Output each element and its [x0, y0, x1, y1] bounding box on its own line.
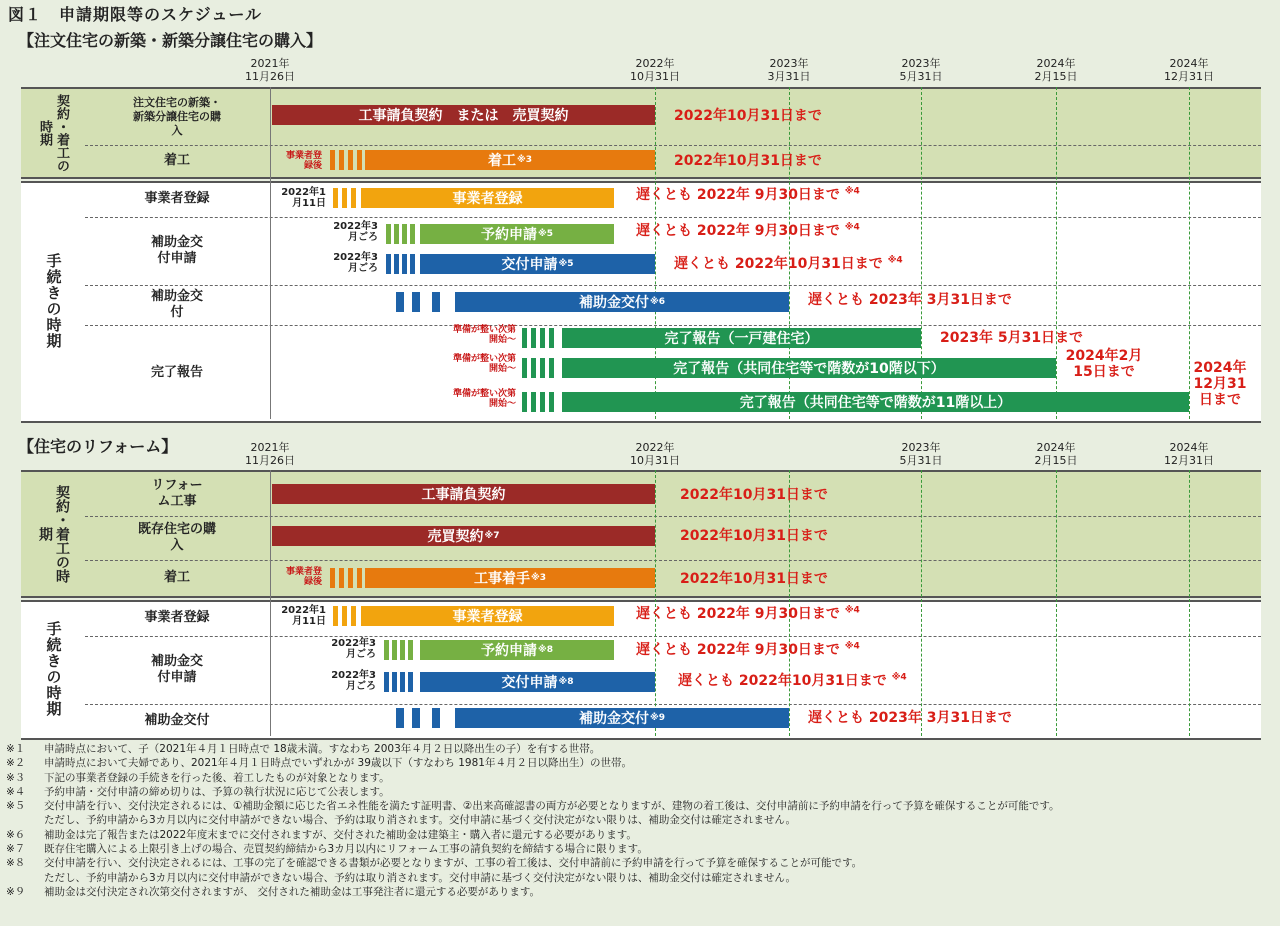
deadline-business-registration-note-mark: ※4	[844, 186, 860, 197]
footnote	[6, 785, 1274, 799]
footnote	[6, 799, 1274, 813]
date-header-d4	[881, 441, 961, 467]
bar-contract-or-sale-label: 工事請負契約 または 売買契約	[358, 108, 569, 124]
footnote	[6, 742, 1274, 756]
date-header-d1	[230, 441, 310, 467]
bar-subsidy-payment: 補助金交付 ※6	[455, 292, 789, 312]
stripes-application	[386, 254, 418, 274]
pre-label-report-1: 準備が整い次第開始～	[452, 325, 516, 345]
gridline-s2-d1	[270, 470, 271, 736]
footnote-text: 下記の事業者登録の手続きを行った後、着工したものが対象となります。	[44, 771, 390, 784]
deadline-reservation-text: 遅くとも 2022年 9月30日まで	[636, 223, 840, 239]
bar-grant-application-label: 交付申請	[501, 257, 558, 273]
footnote	[6, 813, 1274, 827]
gridline-s1-d5	[1056, 87, 1057, 419]
footnote	[6, 856, 1274, 870]
date-day: 12月31日	[1164, 454, 1214, 467]
gridline-s2-d4	[921, 470, 922, 736]
pre-label-registration-start: 2022年1月11日	[281, 187, 326, 209]
pre-label-reservation-start: 2022年3月ごろ	[333, 221, 378, 243]
footnote-text: 補助金は完了報告または2022年度末までに交付されますが、交付された補助金は建築主・購入者に還元する必要があります。	[44, 828, 637, 841]
stripes-application-reform	[384, 672, 416, 692]
deadline-registration-reform	[636, 606, 860, 622]
footnote-mark: ※１	[6, 743, 26, 755]
bar-purchase-contract: 売買契約 ※7	[272, 526, 655, 546]
group-contract-period-reform	[21, 472, 85, 596]
stripes-reservation-reform	[384, 640, 416, 660]
bar-application-reform-label: 交付申請	[501, 675, 558, 691]
footnote-mark: ※９	[6, 885, 26, 898]
bar-contract-or-sale	[272, 105, 655, 125]
deadline-application-reform	[678, 673, 907, 689]
date-year: 2022年	[635, 57, 675, 70]
footnote-text: ただし、予約申請から3カ月以内に交付申請ができない場合、予約は取り消されます。交付申請に基づく交付決定がない限りは、補助金交付は確定されません。	[44, 871, 796, 884]
date-day: 3月31日	[767, 70, 811, 83]
deadline-reform-contract	[680, 487, 828, 503]
bar-report-11floors	[562, 392, 1189, 412]
schedule-table-reform	[21, 470, 1261, 740]
footnote-mark: ※５	[6, 800, 26, 813]
group-contract-label-reform: 契約・着工の時期	[37, 485, 70, 583]
stripes-registration-reform	[333, 606, 360, 626]
footnote	[6, 828, 1274, 842]
stripes-construction-reform	[330, 568, 366, 588]
bar-reservation-application-label: 予約申請	[480, 227, 537, 243]
footnote	[6, 842, 1274, 856]
bar-reform-contract-label: 工事請負契約	[421, 487, 506, 503]
deadline-grant-application	[674, 256, 903, 272]
bar-construction-reform: 工事着手 ※3	[365, 568, 655, 588]
deadline-reservation-note-mark: ※4	[844, 222, 860, 233]
date-day: 2月15日	[1034, 454, 1078, 467]
stripes-business-registration	[333, 188, 360, 208]
group-contract-label: 契約・着工の時期	[37, 94, 69, 172]
section2-title: 【住宅のリフォーム】	[18, 437, 178, 456]
date-day: 2月15日	[1034, 70, 1078, 83]
group-procedure-label: 手続きの時期	[44, 253, 63, 349]
footnote	[6, 871, 1274, 885]
footnote-mark: ※７	[6, 843, 26, 856]
bar-report-11floors-label: 完了報告（共同住宅等で階数が11階以上）	[739, 395, 1012, 411]
stripes-report-1	[522, 328, 558, 348]
date-day: 5月31日	[899, 454, 943, 467]
date-header-d5	[1016, 57, 1096, 83]
group-procedure-label-reform: 手続きの時期	[44, 621, 63, 717]
deadline-report-10floors-text: 2024年2月15日まで	[1065, 348, 1143, 380]
pre-label-registration-reform: 2022年1月11日	[281, 605, 326, 627]
footnote-text: 交付申請を行い、交付決定されるには、工事の完了を確認できる書類が必要となりますが、工事の着工後は、交付申請前に予約申請を行って予算を確保することが可能です。	[44, 857, 863, 870]
stripes-start-construction	[330, 150, 366, 170]
date-header-d2	[615, 441, 695, 467]
deadline-application-reform-text: 遅くとも 2022年10月31日まで	[678, 673, 887, 689]
deadline-payment-reform	[808, 710, 1012, 726]
date-year: 2023年	[901, 441, 941, 454]
date-day: 11月26日	[245, 454, 295, 467]
deadline-registration-reform-text: 遅くとも 2022年 9月30日まで	[636, 606, 840, 622]
bar-reservation-reform: 予約申請 ※8	[420, 640, 614, 660]
date-header-d5	[1016, 441, 1096, 467]
bar-registration-reform-label: 事業者登録	[452, 609, 523, 625]
date-header-d1	[230, 57, 310, 83]
bar-subsidy-payment-label: 補助金交付	[578, 295, 649, 311]
date-day: 10月31日	[630, 70, 680, 83]
date-day: 11月26日	[245, 70, 295, 83]
row-label-completion-report: 完了報告	[150, 365, 203, 380]
date-year: 2021年	[250, 441, 290, 454]
footnote-text: ただし、予約申請から3カ月以内に交付申請ができない場合、予約は取り消されます。交付申請に基づく交付決定がない限りは、補助金交付は確定されません。	[44, 814, 796, 827]
deadline-report-detached-text: 2023年 5月31日まで	[940, 330, 1084, 346]
bar-start-construction: 着工 ※3	[365, 150, 655, 170]
row-label-business-registration: 事業者登録	[144, 191, 210, 206]
bar-reform-contract	[272, 484, 655, 504]
deadline-contract	[674, 108, 822, 124]
deadline-start-construction	[674, 153, 822, 169]
date-day: 5月31日	[899, 70, 943, 83]
date-year: 2021年	[250, 57, 290, 70]
pre-label-report-2: 準備が整い次第開始～	[452, 354, 516, 374]
group-procedure-period	[21, 181, 85, 421]
row-label-business-registration-reform: 事業者登録	[144, 610, 210, 625]
deadline-payment-reform-text: 遅くとも 2023年 3月31日まで	[808, 710, 1012, 726]
footnote-text: 申請時点において、子（2021年４月１日時点で 18歳未満。すなわち 2003年４月２日以降出生の子）を有する世帯。	[44, 743, 601, 755]
deadline-construction-reform-text: 2022年10月31日まで	[680, 571, 828, 587]
pre-label-application-reform: 2022年3月ごろ	[331, 670, 376, 692]
stripes-reservation	[386, 224, 418, 244]
gridline-s2-d2	[655, 470, 656, 736]
footnote	[6, 885, 1274, 899]
date-year: 2024年	[1036, 441, 1076, 454]
bar-reservation-application: 予約申請 ※5	[420, 224, 614, 244]
bar-payment-reform-label: 補助金交付	[578, 711, 649, 727]
bar-report-10floors-label: 完了報告（共同住宅等で階数が10階以下）	[673, 361, 945, 377]
deadline-start-construction-text: 2022年10月31日まで	[674, 153, 822, 169]
date-year: 2023年	[901, 57, 941, 70]
row-label-existing-purchase: 既存住宅の購入	[137, 522, 216, 553]
bar-purchase-contract-label: 売買契約	[427, 529, 484, 545]
deadline-grant-application-text: 遅くとも 2022年10月31日まで	[674, 256, 883, 272]
footnote	[6, 756, 1274, 770]
gridline-s1-d1	[270, 87, 271, 419]
blocks-subsidy-payment	[396, 292, 446, 312]
bar-construction-reform-label: 工事着手	[473, 571, 530, 587]
blocks-payment-reform	[396, 708, 446, 728]
deadline-report-10floors	[1064, 348, 1144, 380]
bar-report-detached	[562, 328, 921, 348]
footnote-mark: ※３	[6, 771, 26, 784]
deadline-business-registration	[636, 187, 860, 203]
deadline-application-reform-note-mark: ※4	[891, 672, 907, 683]
bar-report-10floors	[562, 358, 1056, 378]
deadline-report-11floors-text: 2024年12月31日まで	[1193, 360, 1247, 408]
deadline-business-registration-text: 遅くとも 2022年 9月30日まで	[636, 187, 840, 203]
deadline-purchase-contract	[680, 528, 828, 544]
footnote-mark: ※２	[6, 757, 26, 770]
bar-report-detached-label: 完了報告（一戸建住宅）	[664, 331, 819, 347]
row-label-start-construction: 着工	[163, 153, 190, 168]
pre-label-after-registration-reform: 事業者登録後	[285, 567, 322, 587]
deadline-reservation-reform	[636, 642, 860, 658]
deadline-registration-reform-note-mark: ※4	[844, 605, 860, 616]
row-label-subsidy-application: 補助金交付申請	[150, 235, 203, 266]
stripes-report-3	[522, 392, 558, 412]
date-header-d6	[1149, 441, 1229, 467]
date-year: 2022年	[635, 441, 675, 454]
gridline-s2-d3	[789, 470, 790, 736]
pre-label-after-registration: 事業者登録後	[285, 151, 322, 171]
deadline-purchase-contract-text: 2022年10月31日まで	[680, 528, 828, 544]
figure-title: 図１ 申請期限等のスケジュール	[8, 5, 263, 24]
footnote-mark: ※６	[6, 828, 26, 841]
date-day: 10月31日	[630, 454, 680, 467]
deadline-contract-text: 2022年10月31日まで	[674, 108, 822, 124]
deadline-subsidy-payment-text: 遅くとも 2023年 3月31日まで	[808, 292, 1012, 308]
bar-business-registration	[361, 188, 614, 208]
pre-label-report-3: 準備が整い次第開始～	[452, 389, 516, 409]
bar-grant-application: 交付申請 ※5	[420, 254, 655, 274]
date-year: 2023年	[769, 57, 809, 70]
deadline-construction-reform	[680, 571, 828, 587]
deadline-reservation	[636, 223, 860, 239]
footnotes	[6, 742, 1274, 899]
footnote-text: 予約申請・交付申請の締め切りは、予算の執行状況に応じて公表します。	[44, 785, 390, 798]
date-year: 2024年	[1169, 441, 1209, 454]
row-label-subsidy-payment-reform: 補助金交付	[144, 713, 210, 728]
date-header-d4	[881, 57, 961, 83]
row-label-start-construction-reform: 着工	[163, 570, 190, 585]
date-year: 2024年	[1169, 57, 1209, 70]
group-procedure-period-reform	[21, 600, 85, 738]
bar-payment-reform: 補助金交付 ※9	[455, 708, 789, 728]
date-year: 2024年	[1036, 57, 1076, 70]
group-contract-period	[21, 89, 85, 177]
footnote-mark: ※４	[6, 785, 26, 798]
gridline-s2-d6	[1189, 470, 1190, 736]
bar-registration-reform	[361, 606, 614, 626]
date-day: 12月31日	[1164, 70, 1214, 83]
deadline-report-11floors	[1190, 360, 1250, 408]
date-header-d2	[615, 57, 695, 83]
deadline-subsidy-payment	[808, 292, 1012, 308]
bar-business-registration-label: 事業者登録	[452, 191, 523, 207]
row-label-reform-work: リフォーム工事	[151, 478, 203, 509]
footnote	[6, 771, 1274, 785]
bar-reservation-reform-label: 予約申請	[480, 643, 537, 659]
row-label-subsidy-payment: 補助金交付	[150, 289, 203, 320]
bar-start-construction-label: 着工	[487, 153, 516, 169]
section1-title: 【注文住宅の新築・新築分譲住宅の購入】	[18, 31, 323, 50]
footnote-text: 補助金は交付決定され次第交付されますが、 交付された補助金は工事発注者に還元する必要があります。	[44, 885, 540, 898]
footnote-text: 申請時点において夫婦であり、2021年４月１日時点でいずれかが 39歳以下（すなわち 1981年４月２日以降出生）の世帯。	[44, 757, 632, 770]
row-label-subsidy-application-reform: 補助金交付申請	[150, 654, 203, 685]
row-label-new-build: 注文住宅の新築・新築分譲住宅の購入	[133, 96, 221, 137]
deadline-reservation-reform-note-mark: ※4	[844, 641, 860, 652]
gridline-s2-d5	[1056, 470, 1057, 736]
deadline-reservation-reform-text: 遅くとも 2022年 9月30日まで	[636, 642, 840, 658]
stripes-report-2	[522, 358, 558, 378]
deadline-grant-application-note-mark: ※4	[887, 255, 903, 266]
bar-application-reform: 交付申請 ※8	[420, 672, 655, 692]
pre-label-application-start: 2022年3月ごろ	[333, 252, 378, 274]
deadline-reform-contract-text: 2022年10月31日まで	[680, 487, 828, 503]
date-header-d6	[1149, 57, 1229, 83]
pre-label-reservation-reform: 2022年3月ごろ	[331, 638, 376, 660]
footnote-mark: ※８	[6, 857, 26, 870]
footnote-text: 既存住宅購入による上限引き上げの場合、売買契約締結から3カ月以内にリフォーム工事の請負契約を締結する場合に限ります。	[44, 843, 648, 856]
footnote-text: 交付申請を行い、交付決定されるには、①補助金額に応じた省エネ性能を満たす証明書、②出来高確認書の両方が必要となりますが、建物の着工後は、交付申請前に予約申請を行って予算を確保することが可能です。	[44, 800, 1060, 813]
deadline-report-detached	[940, 330, 1083, 346]
date-header-d3	[749, 57, 829, 83]
